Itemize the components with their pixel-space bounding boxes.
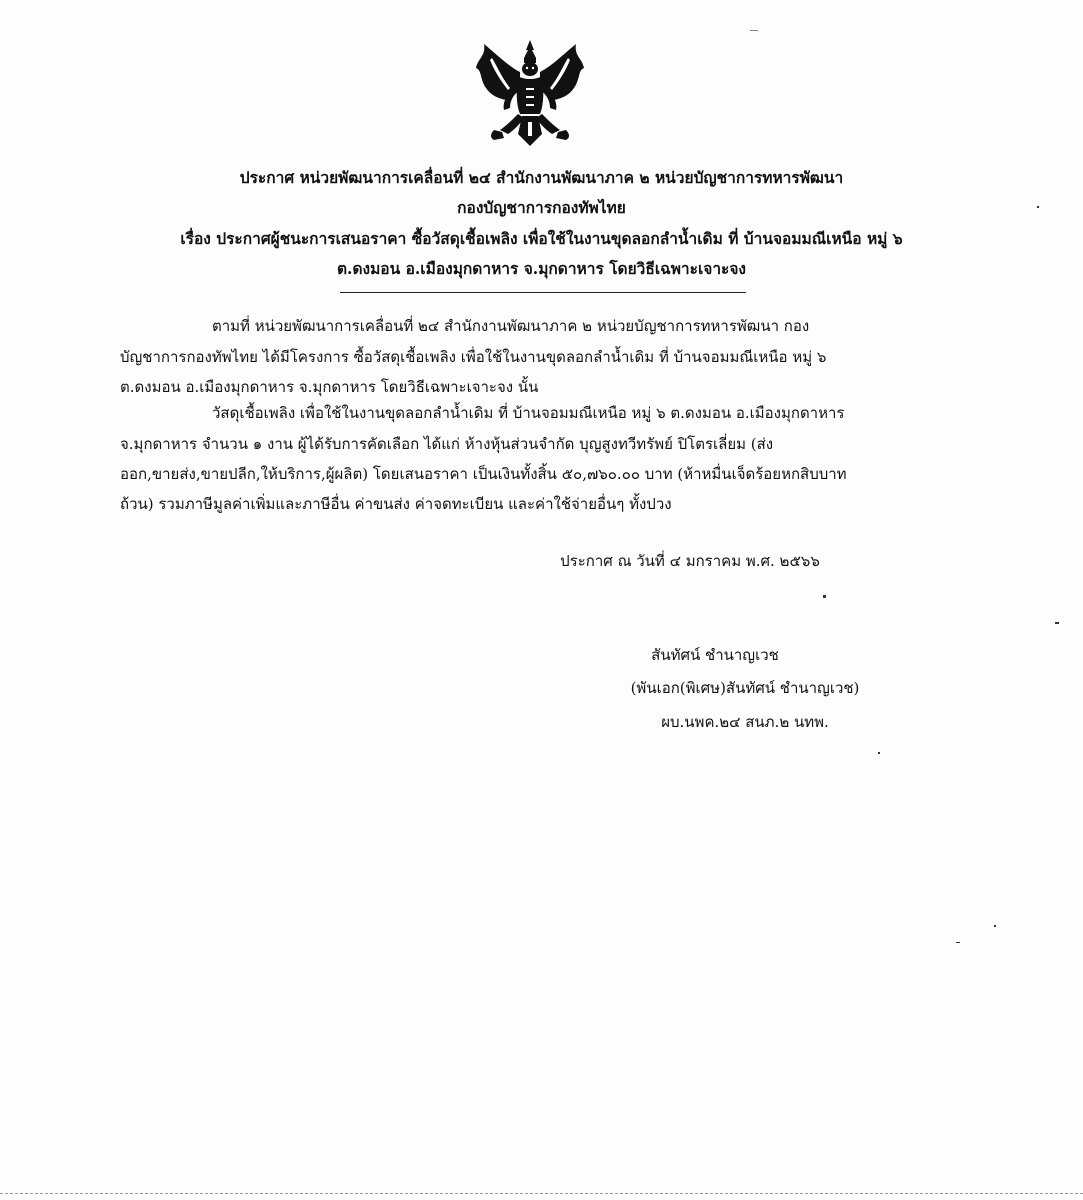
paragraph-1-line-2: บัญชาการกองทัพไทย ได้มีโครงการ ซื้อวัสดุเชื้อเพลิง เพื่อใช้ในงานขุดลอกลำน้ำเดิม ที่ บ้านจอมมณีเหนือ หมู่ ๖: [120, 348, 827, 366]
scan-speck: [750, 30, 758, 31]
scan-bottom-edge: [0, 1193, 1083, 1194]
header-title-line-1: ประกาศ หน่วยพัฒนาการเคลื่อนที่ ๒๔ สำนักงานพัฒนาภาค ๒ หน่วยบัญชาการทหารพัฒนา: [239, 168, 844, 187]
header-subject-line-2: ต.ดงมอน อ.เมืองมุกดาหาร จ.มุกดาหาร โดยวิธีเฉพาะเจาะจง: [336, 259, 747, 278]
garuda-emblem-icon: [472, 38, 588, 150]
paragraph-1-line-1: ตามที่ หน่วยพัฒนาการเคลื่อนที่ ๒๔ สำนักงานพัฒนาภาค ๒ หน่วยบัญชาการทหารพัฒนา กอง: [212, 317, 810, 335]
paragraph-2-line-1: วัสดุเชื้อเพลิง เพื่อใช้ในงานขุดลอกลำน้ำเดิม ที่ บ้านจอมมณีเหนือ หมู่ ๖ ต.ดงมอน อ.เมืองมุกดาหาร: [212, 404, 845, 422]
paragraph-2-line-4: ถ้วน) รวมภาษีมูลค่าเพิ่มและภาษีอื่น ค่าขนส่ง ค่าจดทะเบียน และค่าใช้จ่ายอื่นๆ ทั้งปวง: [120, 495, 672, 513]
scan-speck: [994, 925, 996, 927]
scan-speck: [1037, 206, 1039, 208]
scan-speck: [956, 942, 960, 943]
header-divider: [340, 292, 746, 293]
header-subject-line-1: เรื่อง ประกาศผู้ชนะการเสนอราคา ซื้อวัสดุเชื้อเพลิง เพื่อใช้ในงานขุดลอกลำน้ำเดิม ที่ บ้านจอมมณีเหนือ หมู่ ๖: [180, 229, 903, 248]
paragraph-2-line-3: ออก,ขายส่ง,ขายปลีก,ให้บริการ,ผู้ผลิต) โดยเสนอราคา เป็นเงินทั้งสิ้น ๕๐,๗๖๐.๐๐ บาท (ห้าหมื่นเจ็ดร้อยหกสิบบาท: [120, 465, 847, 483]
scan-speck: [823, 595, 826, 598]
paragraph-1-line-3: ต.ดงมอน อ.เมืองมุกดาหาร จ.มุกดาหาร โดยวิธีเฉพาะเจาะจง นั้น: [120, 378, 539, 396]
scan-speck: [878, 752, 880, 754]
announcement-date: ประกาศ ณ วันที่ ๔ มกราคม พ.ศ. ๒๕๖๖: [560, 552, 820, 570]
scan-speck: [1055, 622, 1059, 624]
signatory-position: ผบ.นพค.๒๔ สนภ.๒ นทพ.: [661, 713, 829, 731]
signatory-full-name: (พันเอก(พิเศษ)สันทัศน์ ชำนาญเวช): [630, 679, 860, 697]
paragraph-2-line-2: จ.มุกดาหาร จำนวน ๑ งาน ผู้ได้รับการคัดเลือก ได้แก่ ห้างหุ้นส่วนจำกัด บุญสูงทวีทรัพย์ ปิโตรเลี่ยม (ส่ง: [120, 435, 774, 453]
signature-name: สันทัศน์ ชำนาญเวช: [651, 646, 779, 664]
header-title-line-2: กองบัญชาการกองทัพไทย: [457, 198, 626, 217]
